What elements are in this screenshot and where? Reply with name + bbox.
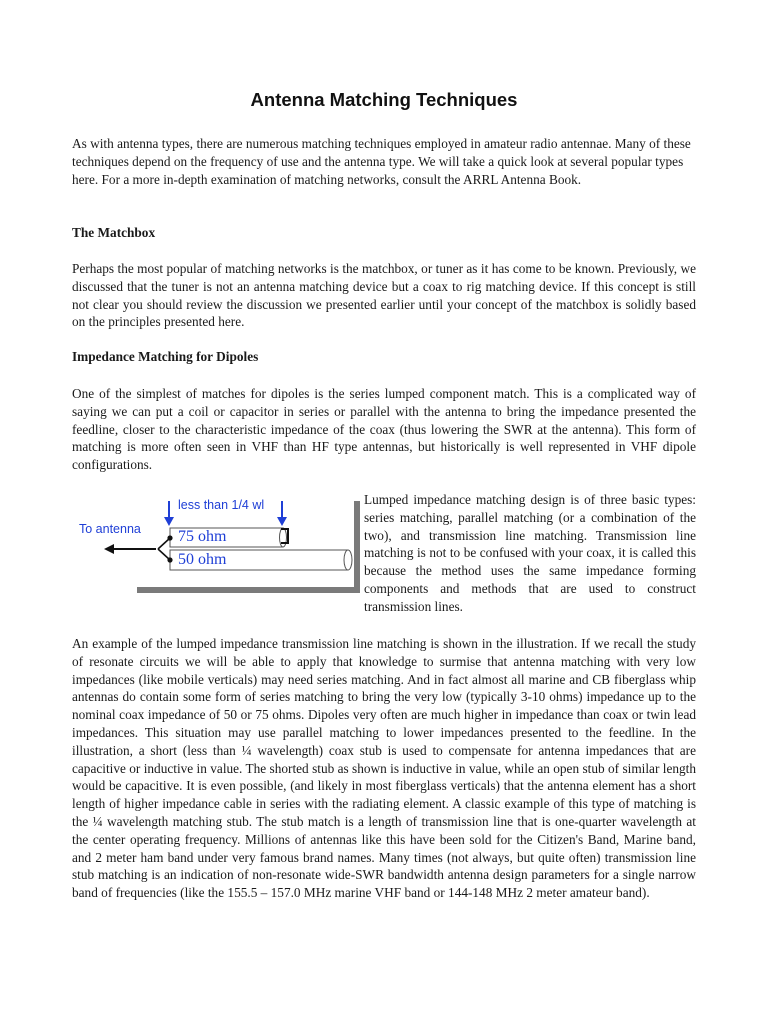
- length-arrow-right-head: [277, 517, 287, 526]
- section-heading-matchbox: The Matchbox: [72, 225, 156, 240]
- length-label: less than 1/4 wl: [178, 498, 265, 512]
- wrapped-paragraph: Lumped impedance matching design is of three basic types: series matching, parallel matching (or a combination of the two), and transmission line matching. Transmission line matching is not to be confused with your coax, it is called this because the method uses the same impedance forming components and methods that are used to construct transmission lines.: [364, 492, 696, 614]
- page-title: Antenna Matching Techniques: [250, 89, 518, 110]
- dipoles-paragraph: One of the simplest of matches for dipoles is the series lumped component match. This is a complicated way of saying we can put a coil or capacitor in series or parallel with the antenna to bring the impedance presented the feedline, closer to the characteristic impedance of the coax (thus lowering the SWR at the antenna). This form of matching is more often seen in VHF than HF type antennas, but historically is well represented in VHF dipole configurations.: [72, 386, 696, 473]
- section-heading-dipoles: Impedance Matching for Dipoles: [72, 349, 259, 364]
- stub-impedance-label: 75 ohm: [178, 528, 227, 545]
- line-impedance-label: 50 ohm: [178, 551, 227, 568]
- to-antenna-arrow-head: [104, 544, 114, 554]
- junction-dot-lower: [167, 557, 172, 562]
- stub-matching-illustration: [72, 491, 361, 601]
- matchbox-paragraph: Perhaps the most popular of matching networks is the matchbox, or tuner as it has come to be known. Previously, we discussed that the tuner is not an antenna matching device but a coax to rig matching device. If this concept is still not clear you should review the discussion we presented earlier until your concept of the matchbox is solidly based on the principles presented here.: [72, 261, 696, 330]
- example-paragraph: An example of the lumped impedance transmission line matching is shown in the illustration. If we recall the study of resonate circuits we will be able to apply that knowledge to surmise that antenna matching with very low impedances (like mobile verticals) may need series matching. And in fact almost all marine and CB fiberglass whip antennas do contain some form of series matching to bring the very low (typically 3-10 ohms) impedance up to the nominal coax impedance of 50 or 75 ohms. Dipoles very often are much higher in impedance than coax or twin lead impedances. This situation may use parallel matching to lower impedances presented to the feedline. In the illustration, a short (less than ¼ wavelength) coax stub is used to compensate for antenna impedances that are capacitive or inductive in value. The shorted stub as shown is inductive in value, while an open stub of similar length would be capacitive. It is even possible, (and likely in most fiberglass verticals) that the antenna element has a short length of higher impedance cable in series with the radiating element. A classic example of this type of matching is the ¼ wavelength matching stub. The stub match is a length of transmission line that is one-quarter wavelength at the center operating frequency. Millions of antennas like this have been sold for the Citizen's Band, Marine band, and 2 meter ham band under very famous brand names. Many times (not always, but quite often) transmission line stub matching is an indication of non-resonate wide-SWR bandwidth antenna design parameters for a single narrow band of frequencies (like the 155.5 – 157.0 MHz marine VHF band or 144-148 MHz 2 meter amateur band).: [72, 636, 696, 901]
- junction-dot-upper: [167, 535, 172, 540]
- figure-and-text-block: [72, 491, 696, 616]
- to-antenna-label: To antenna: [79, 522, 141, 536]
- feedline-end-cap: [344, 550, 352, 570]
- junction-lines: [158, 538, 170, 560]
- stub-end-cap: [280, 528, 287, 547]
- frame-bottom-edge: [137, 587, 360, 593]
- frame-right-edge: [354, 501, 360, 593]
- length-arrow-left-head: [164, 517, 174, 526]
- intro-paragraph: As with antenna types, there are numerous matching techniques employed in amateur radio antennae. Many of these techniques depend on the frequency of use and the antenna type. We will take a quick look at several popular types here. For a more in-depth examination of matching networks, consult the ARRL Antenna Book.: [72, 136, 691, 187]
